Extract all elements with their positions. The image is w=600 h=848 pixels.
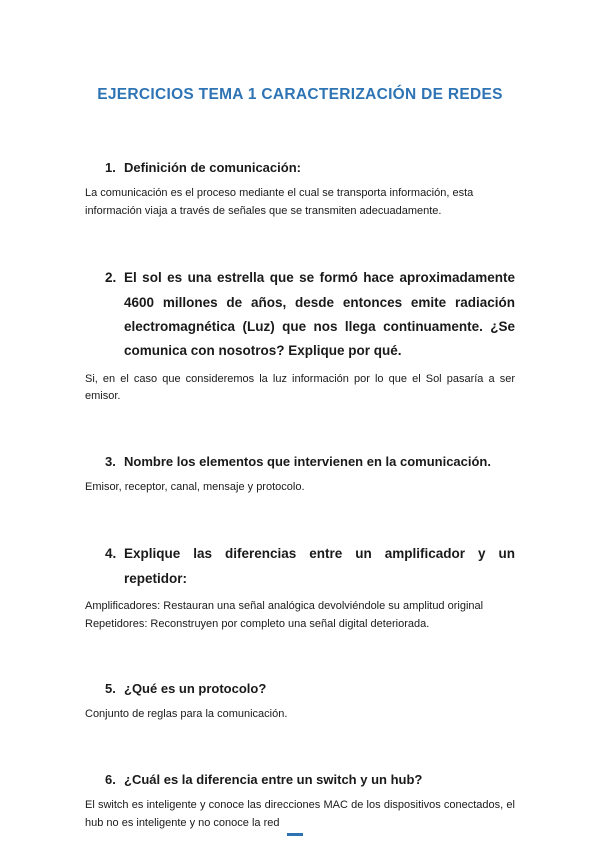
- page-footer-mark: [287, 833, 303, 836]
- question-text: Definición de comunicación:: [124, 160, 301, 175]
- question-text: ¿Cuál es la diferencia entre un switch y un hub?: [124, 771, 423, 787]
- question-number: 2.: [105, 270, 117, 286]
- question-block: [85, 770, 515, 832]
- document-title: EJERCICIOS TEMA 1 CARACTERIZACIÓN DE REDES: [97, 86, 503, 103]
- question-answer: [85, 371, 515, 406]
- answer-line: El switch es inteligente y conoce las direcciones MAC de los dispositivos conectados, el hub no es inteligente y no conoce la red: [85, 799, 515, 829]
- question-text: El sol es una estrella que se formó hace aproximadamente 4600 millones de años, desde entonces emite radiación electromagnética (Luz) que nos llega continuamente. ¿Se comunica con nosotros? Explique por qué.: [124, 270, 515, 359]
- question-heading: [85, 158, 515, 178]
- question-heading: [85, 679, 515, 699]
- question-block: [85, 452, 515, 497]
- answer-line: Si, en el caso que consideremos la luz información por lo que el Sol pasaría a ser emisor.: [85, 372, 515, 403]
- document-body: [85, 158, 515, 832]
- question-text: Explique las diferencias entre un amplificador y un repetidor:: [124, 546, 515, 586]
- question-block: [85, 158, 515, 220]
- question-block: [85, 679, 515, 724]
- question-number: 5.: [105, 681, 116, 697]
- question-answer: [85, 706, 515, 724]
- question-heading: [85, 266, 515, 363]
- question-text: ¿Qué es un protocolo?: [124, 681, 267, 697]
- question-block: [85, 266, 515, 405]
- answer-line: Amplificadores: Restauran una señal analógica devolviéndole su amplitud original: [85, 600, 484, 613]
- answer-line: Emisor, receptor, canal, mensaje y protocolo.: [85, 480, 305, 493]
- question-number: 4.: [105, 546, 117, 562]
- question-block: [85, 542, 515, 633]
- question-answer: [85, 185, 515, 220]
- answer-line: La comunicación es el proceso mediante el cual se transporta información, esta información viaja a través de señales que se transmiten adecuadamente.: [85, 187, 474, 217]
- question-text: Nombre los elementos que intervienen en la comunicación.: [124, 453, 491, 469]
- question-number: 3.: [105, 453, 116, 469]
- question-answer: [85, 598, 515, 633]
- question-answer: [85, 479, 515, 497]
- answer-line: Repetidores: Reconstruyen por completo una señal digital deteriorada.: [85, 617, 430, 630]
- question-number: 1.: [105, 160, 116, 175]
- question-heading: [85, 452, 515, 472]
- answer-line: Conjunto de reglas para la comunicación.: [85, 708, 288, 721]
- question-heading: [85, 542, 515, 591]
- question-number: 6.: [105, 771, 116, 787]
- question-answer: [85, 797, 515, 832]
- question-heading: [85, 770, 515, 790]
